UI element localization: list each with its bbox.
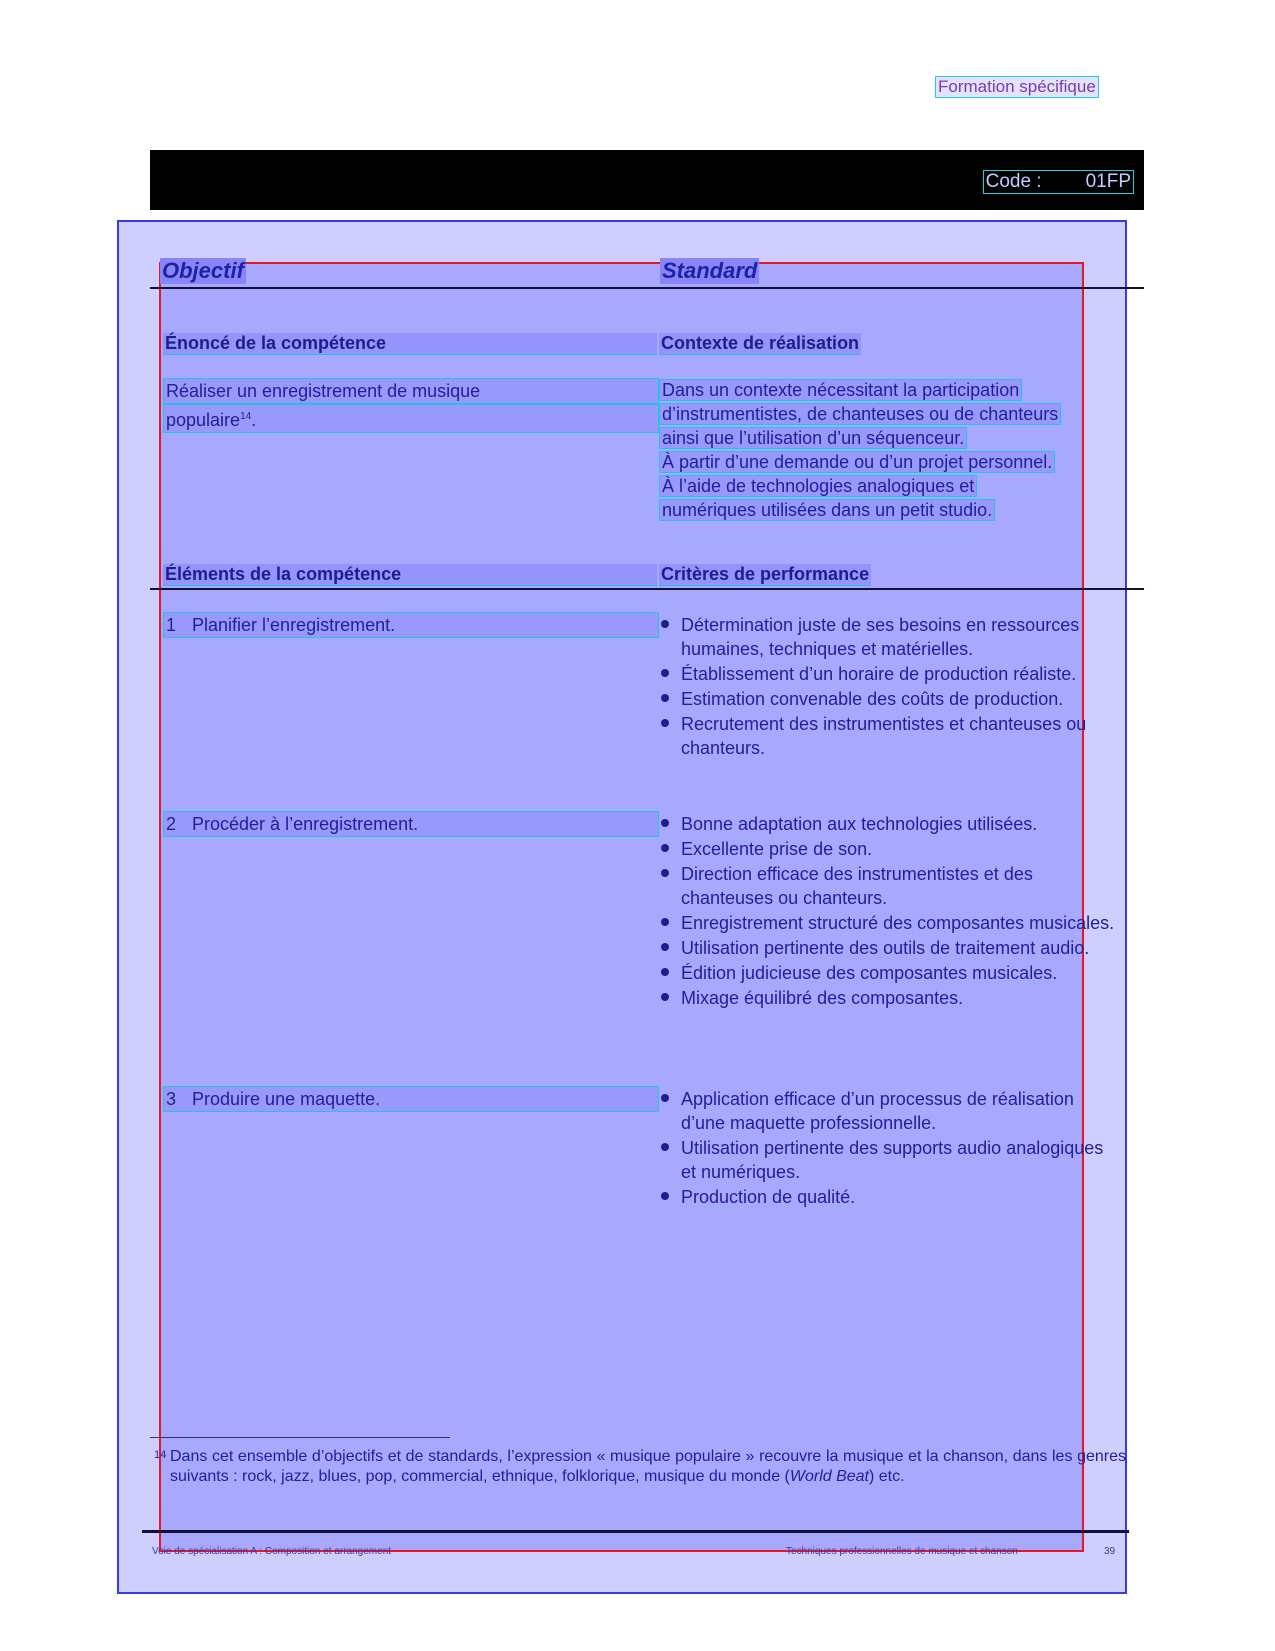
bullet-icon (661, 844, 669, 852)
criterion-text: Production de qualité. (681, 1187, 856, 1207)
bullet-icon (661, 819, 669, 827)
criterion (659, 687, 1121, 711)
footnote-text-end: ) etc. (869, 1468, 905, 1485)
element-number: 1 (166, 615, 177, 635)
criterion-text: Établissement d’un horaire de production réaliste. (681, 664, 1077, 684)
objective-column-title: Objectif (162, 258, 244, 283)
criterion (659, 986, 1121, 1010)
header-divider (150, 287, 1144, 289)
bullet-icon (661, 968, 669, 976)
criterion (659, 936, 1121, 960)
criterion (659, 812, 1121, 836)
criterion-text: Utilisation pertinente des outils de traitement audio. (681, 938, 1090, 958)
element-2 (163, 811, 659, 837)
footer-right-text: Techniques professionnelles de musique et chanson (786, 1546, 1018, 1557)
context-text (659, 378, 1061, 522)
bullet-icon (661, 869, 669, 877)
element-label: Produire une maquette. (192, 1089, 381, 1109)
bullet-icon (661, 993, 669, 1001)
footer-divider (142, 1530, 1129, 1533)
criterion (659, 1087, 1121, 1135)
footnote-mark: 14 (154, 1449, 167, 1461)
footnote-separator (150, 1437, 450, 1438)
criterion-text: Direction efficace des instrumentistes et des chanteuses ou chanteurs. (681, 864, 1033, 908)
criterion (659, 1136, 1121, 1184)
program-label: Formation spécifique (935, 76, 1099, 98)
bullet-icon (661, 620, 669, 628)
bullet-icon (661, 719, 669, 727)
criteria-list-2 (659, 812, 1121, 1011)
criterion (659, 613, 1121, 661)
context-line: À partir d’une demande ou d’un projet personnel. (659, 451, 1055, 473)
criterion-text: Excellente prise de son. (681, 839, 873, 859)
bullet-icon (661, 918, 669, 926)
criterion-text: Recrutement des instrumentistes et chanteuses ou chanteurs. (681, 714, 1087, 758)
criterion-text: Détermination juste de ses besoins en ressources humaines, techniques et matérielles. (681, 615, 1080, 659)
criterion (659, 662, 1121, 686)
criterion-text: Bonne adaptation aux technologies utilisées. (681, 814, 1038, 834)
footnote-text-main: Dans cet ensemble d’objectifs et de standards, l’expression « musique populaire » recouvre la musique et la chanson, dans les genres suivants : rock, jazz, blues, pop, commercial, ethnique, folklorique, musique du monde ( (170, 1448, 1126, 1485)
footnote (154, 1447, 1126, 1487)
criteria-list-1 (659, 613, 1121, 761)
criterion (659, 712, 1121, 760)
competence-line-2 (163, 404, 659, 433)
criteria-heading: Critères de performance (661, 564, 870, 584)
elements-heading: Éléments de la compétence (163, 564, 657, 586)
code-value: 01FP (1085, 171, 1131, 192)
footnote-text (170, 1447, 1126, 1487)
criterion-text: Estimation convenable des coûts de production. (681, 689, 1064, 709)
code-box (983, 170, 1134, 194)
bullet-icon (661, 1192, 669, 1200)
footnote-reference: 14 (240, 411, 252, 422)
competence-line-2-end: . (251, 410, 257, 430)
bullet-icon (661, 1143, 669, 1151)
element-number: 2 (166, 814, 177, 834)
standard-column-title: Standard (662, 258, 758, 283)
element-3 (163, 1086, 659, 1112)
context-heading: Contexte de réalisation (661, 333, 860, 353)
element-label: Procéder à l’enregistrement. (192, 814, 419, 834)
elements-divider (150, 588, 1144, 590)
bullet-icon (661, 694, 669, 702)
context-line: À l’aide de technologies analogiques et (659, 475, 977, 497)
criterion (659, 837, 1121, 861)
criterion-text: Mixage équilibré des composantes. (681, 988, 964, 1008)
context-line: d’instrumentistes, de chanteuses ou de chanteurs (659, 403, 1061, 425)
element-1 (163, 612, 659, 638)
element-label: Planifier l’enregistrement. (192, 615, 396, 635)
page-number: 39 (1104, 1546, 1116, 1557)
bullet-icon (661, 943, 669, 951)
competence-line-1: Réaliser un enregistrement de musique (163, 378, 659, 404)
competence-line-2-text: populaire (166, 410, 241, 430)
footer-left-text: Voie de spécialisation A : Composition et arrangement (152, 1546, 392, 1557)
element-number: 3 (166, 1089, 177, 1109)
criterion (659, 961, 1121, 985)
criterion-text: Utilisation pertinente des supports audio analogiques et numériques. (681, 1138, 1104, 1182)
criterion (659, 862, 1121, 910)
criterion-text: Application efficace d’un processus de réalisation d’une maquette professionnelle. (681, 1089, 1074, 1133)
code-label: Code : (985, 171, 1042, 192)
criterion (659, 1185, 1121, 1209)
criteria-list-3 (659, 1087, 1121, 1210)
context-line: ainsi que l’utilisation d’un séquenceur. (659, 427, 967, 449)
context-line: Dans un contexte nécessitant la participation (659, 379, 1022, 401)
competence-statement (163, 378, 659, 433)
bullet-icon (661, 669, 669, 677)
criterion-text: Enregistrement structuré des composantes musicales. (681, 913, 1115, 933)
footnote-text-italic: World Beat (789, 1468, 869, 1485)
bullet-icon (661, 1094, 669, 1102)
title-bar (150, 150, 1144, 210)
criterion-text: Édition judicieuse des composantes musicales. (681, 963, 1058, 983)
criterion (659, 911, 1121, 935)
competence-heading: Énoncé de la compétence (163, 333, 657, 355)
context-line: numériques utilisées dans un petit studio. (659, 499, 995, 521)
